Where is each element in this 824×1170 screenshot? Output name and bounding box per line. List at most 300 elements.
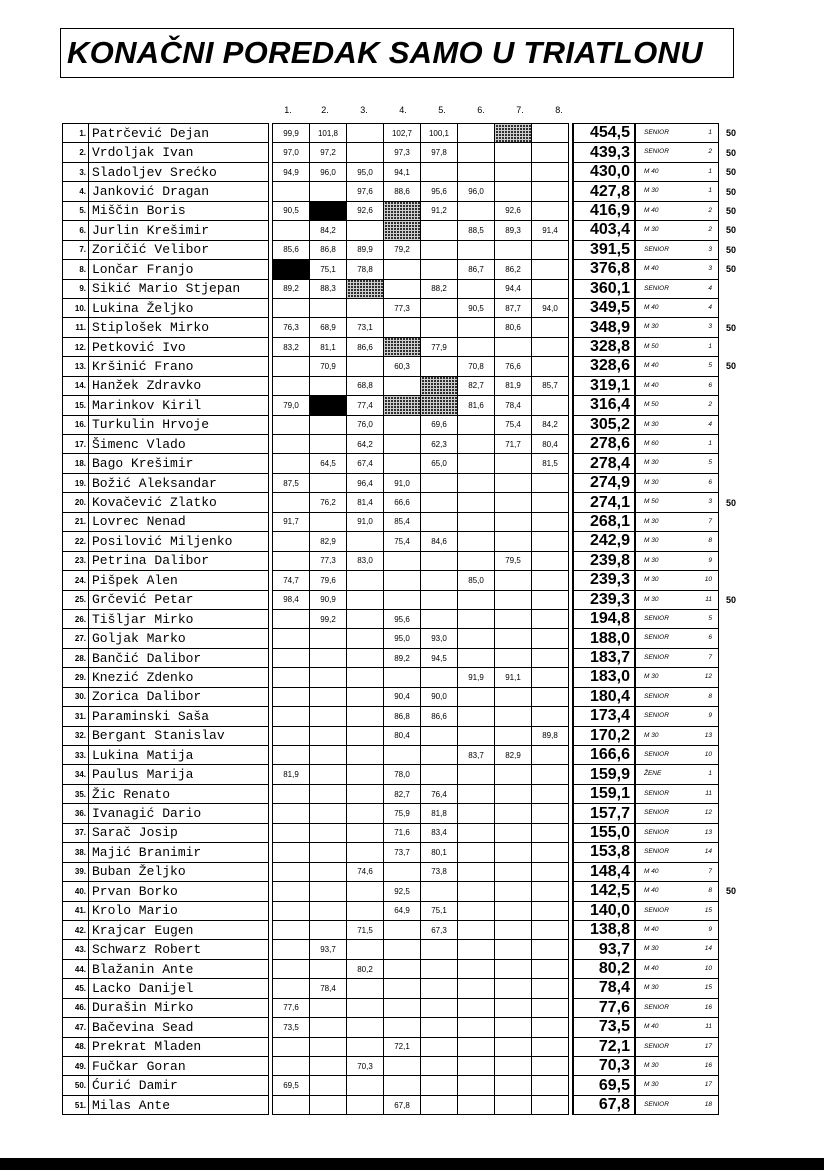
table-row: [63, 298, 744, 317]
bonus-points: [719, 823, 744, 842]
race-score-cell: [532, 532, 569, 551]
bonus-points: [719, 707, 744, 726]
race-score-cell: [310, 201, 347, 220]
race-score-cell: [532, 998, 569, 1017]
bonus-points: [719, 959, 744, 978]
race-score-cell: 99,2: [310, 609, 347, 628]
bonus-points: 50: [725, 264, 736, 275]
rank-cell: 7.: [63, 240, 89, 259]
race-score-cell: 94,1: [384, 162, 421, 181]
bonus-points: [719, 298, 744, 317]
category-cell: [635, 279, 719, 298]
total-score: 155,0: [573, 823, 635, 842]
race-score-cell: [347, 784, 384, 803]
race-score-cell: [532, 1018, 569, 1037]
race-score-cell: 77,9: [421, 337, 458, 356]
race-score-cell: [421, 162, 458, 181]
race-score-cell: [495, 784, 532, 803]
race-score-cell: [532, 920, 569, 939]
category-label: M 30: [644, 556, 659, 564]
race-score-cell: 83,2: [273, 337, 310, 356]
race-score-cell: [384, 396, 421, 415]
total-score: 239,3: [573, 590, 635, 609]
race-score-cell: 80,6: [495, 318, 532, 337]
competitor-name: Stiplošek Mirko: [89, 318, 269, 337]
category-place: 11: [705, 1023, 712, 1031]
rank-cell: 31.: [63, 707, 89, 726]
race-score-cell: 94,5: [421, 648, 458, 667]
category-label: M 30: [644, 517, 659, 525]
race-score-cell: 95,6: [421, 182, 458, 201]
rank-cell: 37.: [63, 823, 89, 842]
bonus-points: 50: [725, 361, 736, 372]
competitor-name: Petrina Dalibor: [89, 551, 269, 570]
race-score-cell: [495, 182, 532, 201]
race-score-cell: [532, 648, 569, 667]
race-score-cell: [384, 415, 421, 434]
race-score-cell: [495, 337, 532, 356]
category-cell: [635, 609, 719, 628]
race-score-cell: [458, 765, 495, 784]
total-score: 159,1: [573, 784, 635, 803]
race-score-cell: [495, 532, 532, 551]
race-score-cell: [421, 882, 458, 901]
table-row: [63, 920, 744, 939]
table-row: [63, 746, 744, 765]
race-score-cell: [421, 298, 458, 317]
competitor-name: Blažanin Ante: [89, 959, 269, 978]
category-cell: [635, 182, 719, 201]
race-score-cell: 82,7: [458, 376, 495, 395]
race-score-cell: 76,0: [347, 415, 384, 434]
rank-cell: 50.: [63, 1076, 89, 1095]
category-place: 12: [704, 673, 712, 681]
category-place: 10: [704, 576, 712, 584]
race-score-cell: [458, 940, 495, 959]
race-score-cell: [273, 532, 310, 551]
race-score-cell: 93,7: [310, 940, 347, 959]
race-score-cell: [421, 240, 458, 259]
category-cell: [635, 746, 719, 765]
race-score-cell: [347, 1095, 384, 1114]
category-place: 9: [708, 712, 712, 720]
category-cell: [635, 959, 719, 978]
race-score-cell: 80,2: [347, 959, 384, 978]
bonus-points: [719, 396, 744, 415]
competitor-name: Lovrec Nenad: [89, 512, 269, 531]
bonus-points: [719, 435, 744, 454]
total-score: 360,1: [573, 279, 635, 298]
race-score-cell: [495, 940, 532, 959]
category-label: SENIOR: [644, 129, 669, 136]
category-cell: [635, 337, 719, 356]
race-score-cell: [310, 648, 347, 667]
race-score-cell: [495, 629, 532, 648]
bonus-points: [719, 1057, 744, 1076]
bonus-points: 50: [725, 167, 736, 178]
category-place: 17: [704, 1081, 712, 1089]
table-row: [63, 143, 744, 162]
race-score-cell: [495, 959, 532, 978]
competitor-name: Žic Renato: [89, 784, 269, 803]
race-score-cell: [458, 532, 495, 551]
category-cell: [635, 1095, 719, 1114]
race-score-cell: [384, 201, 421, 220]
race-score-cell: [421, 396, 458, 415]
competitor-name: Lukina Matija: [89, 746, 269, 765]
race-score-cell: 85,7: [532, 376, 569, 395]
race-score-cell: [421, 979, 458, 998]
race-score-cell: 97,3: [384, 143, 421, 162]
competitor-name: Zorica Dalibor: [89, 687, 269, 706]
table-row: [63, 784, 744, 803]
race-score-cell: [458, 201, 495, 220]
table-row: [63, 240, 744, 259]
race-score-cell: [310, 629, 347, 648]
race-score-cell: [310, 298, 347, 317]
race-score-cell: [495, 1076, 532, 1095]
category-cell: [635, 920, 719, 939]
race-score-cell: [532, 1057, 569, 1076]
rank-cell: 29.: [63, 668, 89, 687]
race-score-cell: 60,3: [384, 357, 421, 376]
bonus-points: 50: [725, 186, 736, 197]
race-score-cell: [495, 1018, 532, 1037]
race-score-cell: [347, 940, 384, 959]
category-cell: [635, 376, 719, 395]
competitor-name: Kršinić Frano: [89, 357, 269, 376]
bonus-points: [719, 609, 744, 628]
category-label: M 30: [644, 323, 659, 331]
race-score-cell: 67,8: [384, 1095, 421, 1114]
race-score-cell: [347, 1037, 384, 1056]
category-label: M 60: [644, 440, 659, 447]
table-row: [63, 182, 744, 201]
race-score-cell: 71,5: [347, 920, 384, 939]
race-score-cell: [384, 1018, 421, 1037]
rank-cell: 25.: [63, 590, 89, 609]
race-score-cell: [347, 532, 384, 551]
race-score-cell: [532, 979, 569, 998]
race-score-cell: [310, 804, 347, 823]
competitor-name: Vrdoljak Ivan: [89, 143, 269, 162]
race-score-cell: 92,6: [347, 201, 384, 220]
bonus-points: 50: [725, 886, 736, 897]
race-score-cell: 77,3: [384, 298, 421, 317]
race-score-cell: [421, 473, 458, 492]
race-score-cell: 78,4: [495, 396, 532, 415]
competitor-name: Hanžek Zdravko: [89, 376, 269, 395]
race-score-cell: [421, 571, 458, 590]
race-score-cell: 93,0: [421, 629, 458, 648]
category-label: SENIOR: [644, 809, 669, 817]
race-score-cell: [384, 376, 421, 395]
competitor-name: Sarač Josip: [89, 823, 269, 842]
total-score: 153,8: [573, 843, 635, 862]
category-label: M 40: [644, 362, 659, 370]
total-score: 274,1: [573, 493, 635, 512]
bonus-points: [719, 746, 744, 765]
race-score-cell: [310, 1037, 347, 1056]
race-score-cell: [347, 279, 384, 298]
race-score-cell: [458, 337, 495, 356]
table-row: [63, 901, 744, 920]
category-place: 12: [704, 809, 712, 817]
race-score-cell: [495, 882, 532, 901]
category-place: 6: [708, 478, 712, 486]
race-score-cell: [421, 1095, 458, 1114]
race-score-cell: 80,1: [421, 843, 458, 862]
race-score-cell: [532, 493, 569, 512]
race-score-cell: 86,6: [421, 707, 458, 726]
race-score-cell: 74,7: [273, 571, 310, 590]
category-label: M 40: [644, 206, 659, 214]
category-cell: [635, 804, 719, 823]
total-score: 183,7: [573, 648, 635, 667]
race-score-cell: [384, 920, 421, 939]
race-score-cell: 97,0: [273, 143, 310, 162]
rank-cell: 48.: [63, 1037, 89, 1056]
table-row: [63, 707, 744, 726]
race-score-cell: 88,3: [310, 279, 347, 298]
bonus-points: [719, 998, 744, 1017]
race-score-cell: [532, 143, 569, 162]
race-score-cell: [273, 629, 310, 648]
race-score-cell: [273, 882, 310, 901]
competitor-name: Prekrat Mladen: [89, 1037, 269, 1056]
competitor-name: Milas Ante: [89, 1095, 269, 1114]
rank-cell: 36.: [63, 804, 89, 823]
category-cell: [635, 512, 719, 531]
total-score: 188,0: [573, 629, 635, 648]
category-place: 2: [708, 401, 712, 409]
category-cell: [635, 162, 719, 181]
category-cell: [635, 201, 719, 220]
race-score-cell: [495, 920, 532, 939]
total-score: 69,5: [573, 1076, 635, 1095]
category-label: M 40: [644, 167, 659, 175]
race-score-cell: [495, 1095, 532, 1114]
race-score-cell: [495, 823, 532, 842]
race-score-cell: [495, 707, 532, 726]
race-score-cell: 89,9: [347, 240, 384, 259]
race-score-cell: [495, 124, 532, 143]
race-score-cell: [532, 804, 569, 823]
bonus-points: [719, 648, 744, 667]
total-score: 427,8: [573, 182, 635, 201]
category-place: 18: [704, 1100, 712, 1108]
race-score-cell: 67,4: [347, 454, 384, 473]
category-place: 14: [704, 848, 712, 856]
category-place: 1: [708, 187, 712, 195]
race-score-cell: [458, 629, 495, 648]
race-score-cell: [347, 1018, 384, 1037]
category-cell: [635, 260, 719, 279]
race-score-cell: [347, 1076, 384, 1095]
competitor-name: Miščin Boris: [89, 201, 269, 220]
category-label: M 40: [644, 1023, 659, 1031]
race-score-cell: 71,7: [495, 435, 532, 454]
total-score: 70,3: [573, 1057, 635, 1076]
race-score-cell: [495, 726, 532, 745]
race-score-cell: 88,5: [458, 221, 495, 240]
race-score-cell: [495, 162, 532, 181]
competitor-name: Bago Krešimir: [89, 454, 269, 473]
race-score-cell: [347, 726, 384, 745]
race-score-cell: [310, 746, 347, 765]
total-score: 148,4: [573, 862, 635, 881]
race-score-cell: [458, 979, 495, 998]
rank-cell: 33.: [63, 746, 89, 765]
category-label: M 40: [644, 887, 659, 895]
rank-cell: 44.: [63, 959, 89, 978]
race-score-cell: [421, 512, 458, 531]
race-score-cell: [532, 687, 569, 706]
table-row: [63, 804, 744, 823]
race-score-cell: [532, 182, 569, 201]
bonus-points: [719, 726, 744, 745]
race-score-cell: 81,6: [458, 396, 495, 415]
race-score-cell: [532, 901, 569, 920]
race-score-cell: 68,9: [310, 318, 347, 337]
race-score-cell: [384, 337, 421, 356]
race-score-cell: 75,4: [384, 532, 421, 551]
category-label: ŽENE: [644, 770, 662, 778]
race-score-cell: 67,3: [421, 920, 458, 939]
competitor-name: Ivanagić Dario: [89, 804, 269, 823]
rank-cell: 39.: [63, 862, 89, 881]
total-score: 77,6: [573, 998, 635, 1017]
race-score-cell: [458, 823, 495, 842]
race-score-cell: 83,7: [458, 746, 495, 765]
race-score-cell: [532, 279, 569, 298]
rank-cell: 42.: [63, 920, 89, 939]
race-score-cell: [310, 668, 347, 687]
race-score-cell: [384, 959, 421, 978]
race-score-cell: [532, 862, 569, 881]
race-score-cell: 83,0: [347, 551, 384, 570]
table-row: [63, 279, 744, 298]
bonus-points: [719, 629, 744, 648]
race-score-cell: [532, 609, 569, 628]
race-score-cell: 80,4: [532, 435, 569, 454]
table-row: [63, 648, 744, 667]
rank-cell: 9.: [63, 279, 89, 298]
race-score-cell: 76,3: [273, 318, 310, 337]
competitor-name: Schwarz Robert: [89, 940, 269, 959]
total-score: 439,3: [573, 143, 635, 162]
race-score-cell: 90,4: [384, 687, 421, 706]
race-score-cell: [347, 609, 384, 628]
race-score-cell: [347, 823, 384, 842]
category-place: 16: [704, 1062, 712, 1069]
race-score-cell: 97,8: [421, 143, 458, 162]
competitor-name: Tišljar Mirko: [89, 609, 269, 628]
race-score-cell: [421, 590, 458, 609]
total-score: 67,8: [573, 1095, 635, 1114]
rank-cell: 49.: [63, 1057, 89, 1076]
race-score-cell: 74,6: [347, 862, 384, 881]
race-score-cell: 79,2: [384, 240, 421, 259]
total-score: 72,1: [573, 1037, 635, 1056]
category-place: 1: [708, 770, 712, 778]
category-place: 3: [708, 498, 712, 506]
race-score-cell: [273, 843, 310, 862]
race-score-cell: [495, 765, 532, 784]
table-row: [63, 162, 744, 181]
total-score: 391,5: [573, 240, 635, 259]
page-title: KONAČNI POREDAK SAMO U TRIATLONU: [67, 35, 703, 70]
race-score-cell: [310, 862, 347, 881]
race-score-cell: [495, 590, 532, 609]
competitor-name: Kovačević Zlatko: [89, 493, 269, 512]
race-score-cell: 73,7: [384, 843, 421, 862]
category-label: M 30: [644, 945, 659, 953]
table-row: [63, 629, 744, 648]
race-score-cell: [273, 376, 310, 395]
category-cell: [635, 823, 719, 842]
race-score-cell: [273, 940, 310, 959]
category-place: 13: [704, 731, 712, 739]
competitor-name: Buban Željko: [89, 862, 269, 881]
race-score-cell: [310, 726, 347, 745]
total-score: 403,4: [573, 221, 635, 240]
category-label: M 40: [644, 925, 659, 933]
race-score-cell: [273, 182, 310, 201]
category-label: SENIOR: [644, 848, 669, 856]
race-score-cell: [458, 920, 495, 939]
race-score-cell: [273, 415, 310, 434]
race-score-cell: [458, 454, 495, 473]
race-score-cell: [532, 201, 569, 220]
race-score-cell: 86,8: [384, 707, 421, 726]
rank-cell: 30.: [63, 687, 89, 706]
category-place: 3: [708, 265, 712, 273]
race-score-cell: 91,0: [347, 512, 384, 531]
page-bottom-edge: [0, 1158, 824, 1170]
category-place: 15: [704, 984, 712, 992]
race-score-cell: [421, 998, 458, 1017]
race-score-cell: 94,0: [532, 298, 569, 317]
category-cell: [635, 940, 719, 959]
category-place: 3: [708, 245, 712, 253]
rank-cell: 32.: [63, 726, 89, 745]
race-score-cell: 64,9: [384, 901, 421, 920]
total-score: 73,5: [573, 1018, 635, 1037]
race-score-cell: 64,5: [310, 454, 347, 473]
race-score-cell: [384, 454, 421, 473]
race-score-cell: [310, 1018, 347, 1037]
bonus-points: [719, 376, 744, 395]
race-header: 4.: [399, 105, 407, 115]
category-cell: [635, 532, 719, 551]
race-score-cell: 98,4: [273, 590, 310, 609]
table-row: [63, 415, 744, 434]
race-score-cell: [347, 143, 384, 162]
table-row: [63, 337, 744, 356]
table-row: [63, 1095, 744, 1114]
race-score-cell: [495, 143, 532, 162]
bonus-points: [719, 862, 744, 881]
race-score-cell: [421, 376, 458, 395]
race-score-cell: [347, 746, 384, 765]
race-score-cell: [458, 551, 495, 570]
race-score-cell: 85,0: [458, 571, 495, 590]
category-place: 16: [704, 1003, 712, 1011]
table-row: [63, 823, 744, 842]
race-score-cell: [458, 473, 495, 492]
race-score-cell: [273, 435, 310, 454]
